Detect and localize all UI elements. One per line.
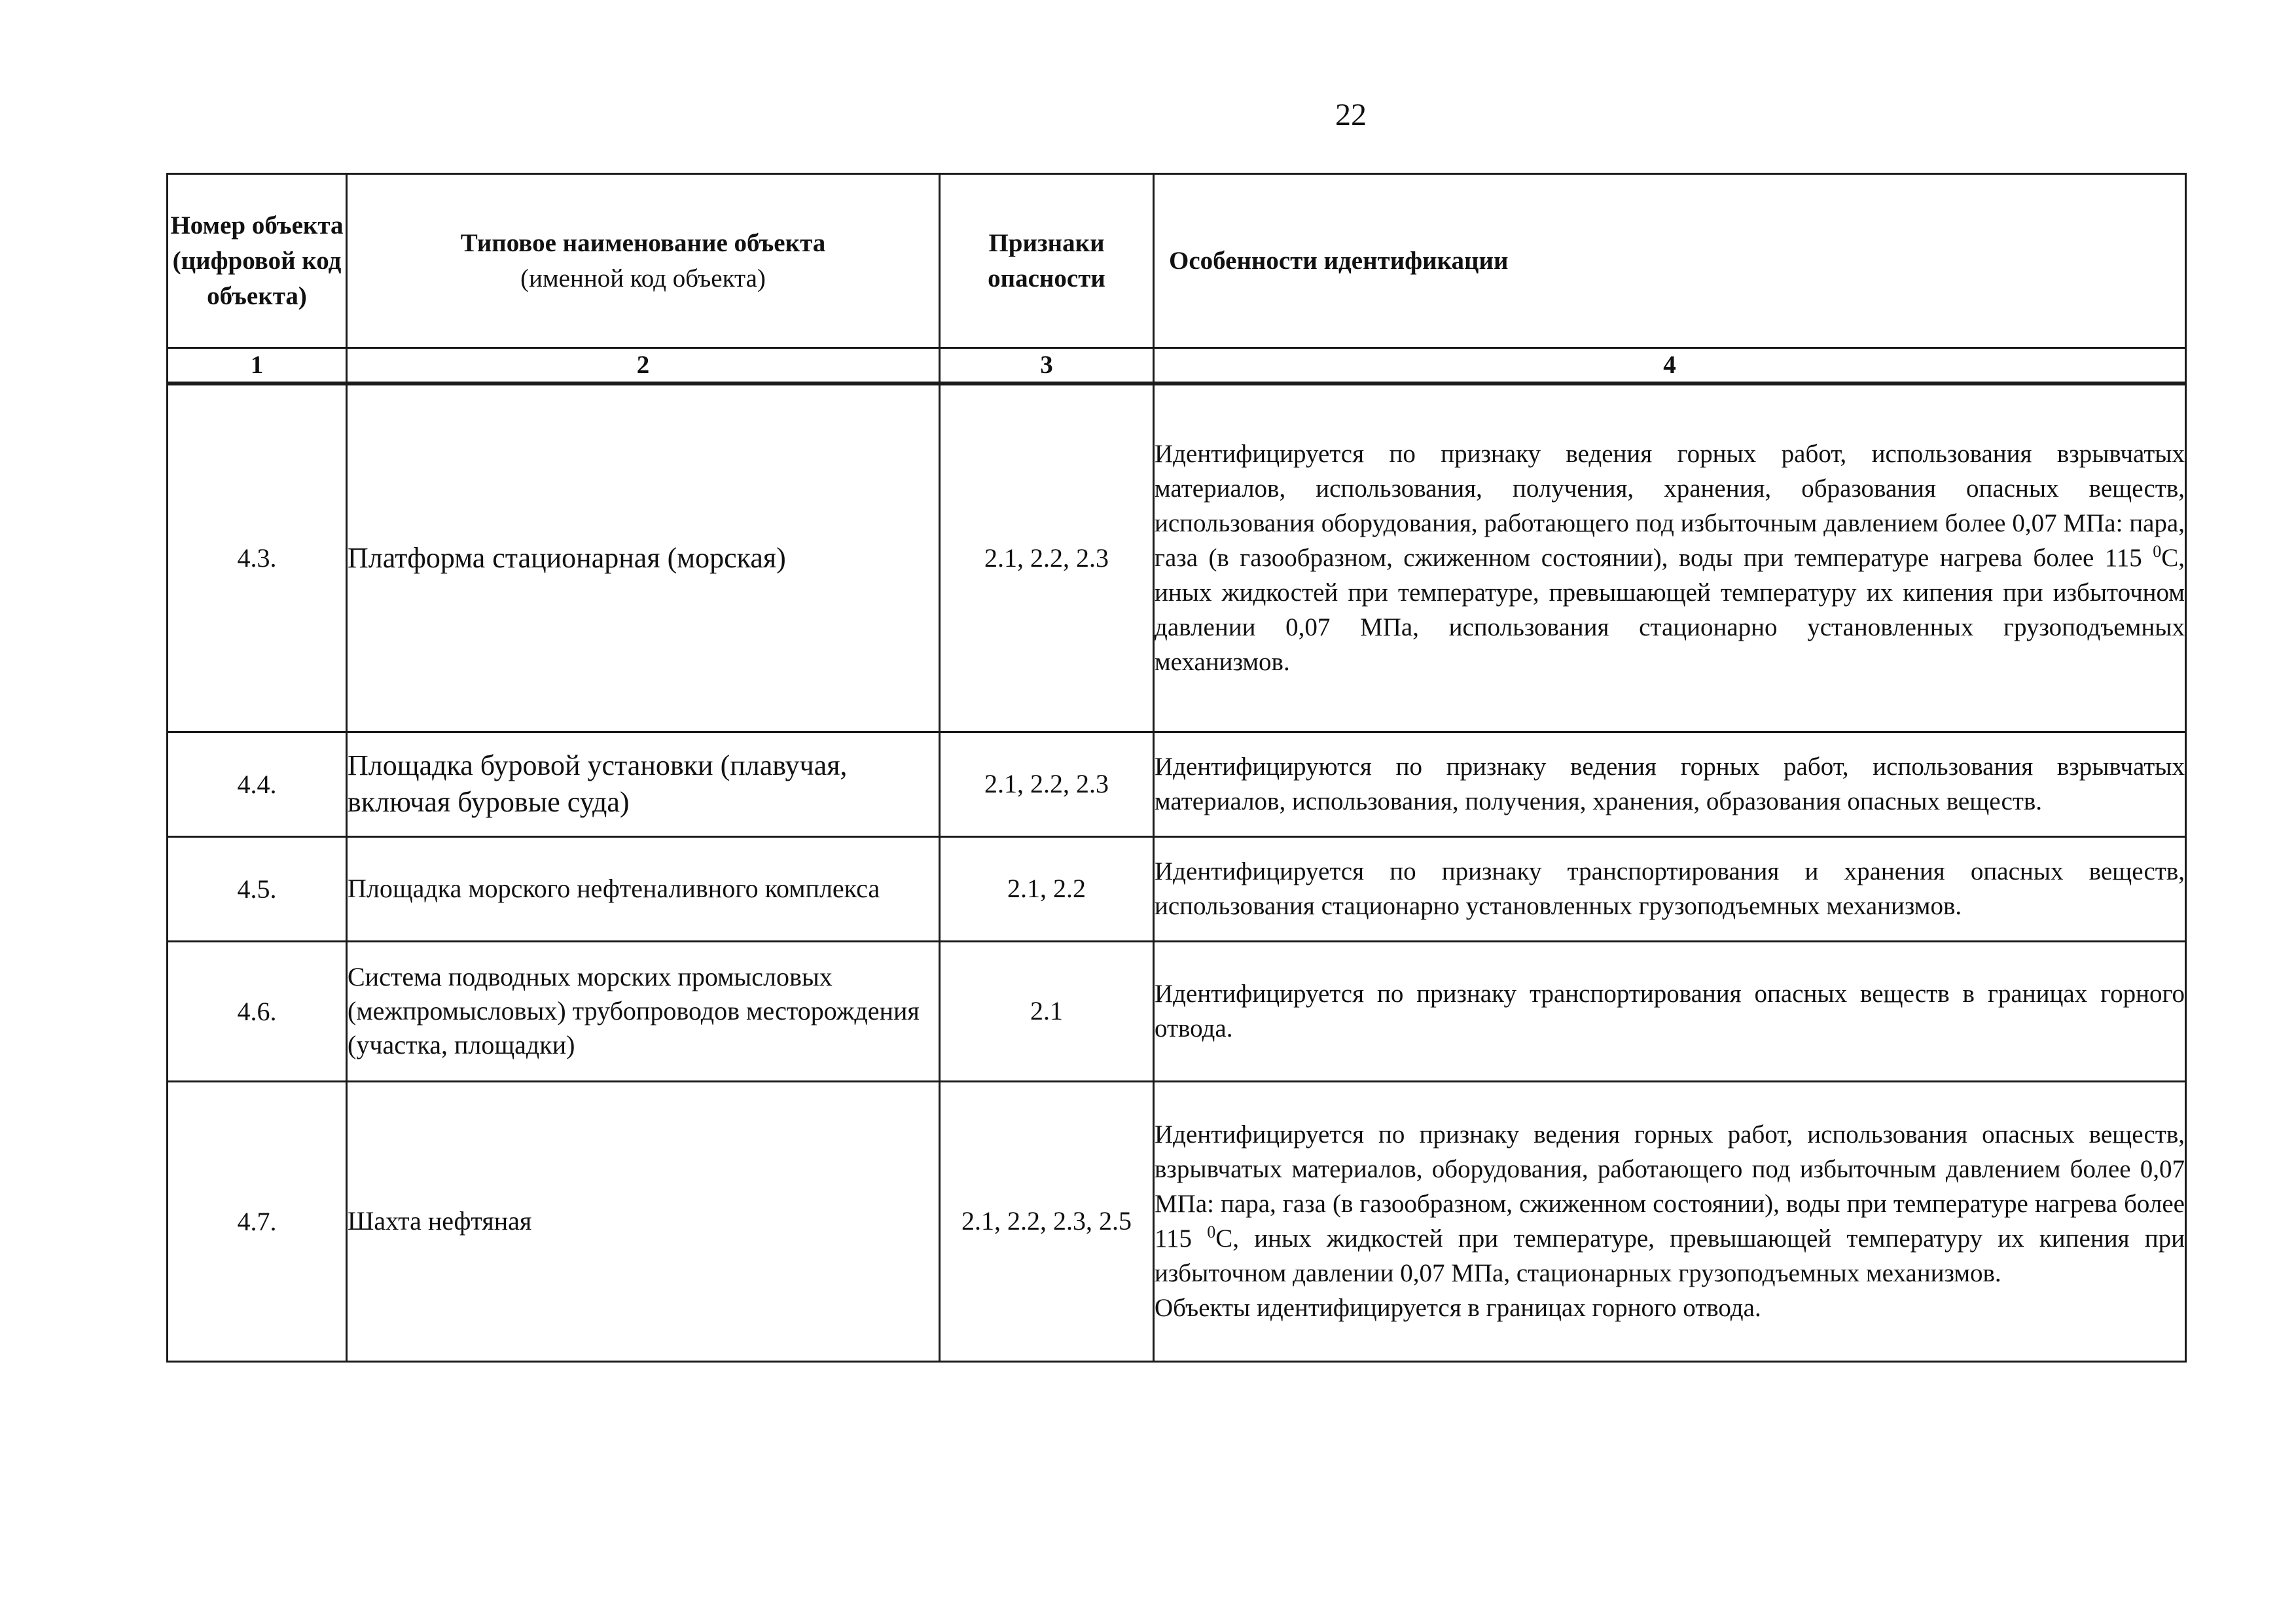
identification-features: Идентифицируется по признаку транспортирования и хранения опасных веществ, использования стационарно установленных грузоподъемных механизмов. [1154,836,2186,941]
hazard-signs: 2.1, 2.2 [940,836,1154,941]
object-name: Система подводных морских промысловых (межпромысловых) трубопроводов месторождения (участка, площадки) [347,941,940,1081]
identification-table [166,173,2187,1363]
table-row [168,1081,2186,1361]
object-number: 4.5. [168,836,347,941]
column-index: 3 [940,348,1154,384]
header-object-name-sub: (именной код объекта) [520,264,766,293]
hazard-signs: 2.1, 2.2, 2.3 [940,383,1154,732]
feature-paragraph [1155,1117,2185,1291]
object-number: 4.4. [168,732,347,836]
header-identification-features: Особенности идентификации [1154,174,2186,348]
degree-sup: 0 [2153,542,2162,562]
header-object-name-title: Типовое наименование объекта [460,228,826,257]
object-name: Площадка буровой установки (плавучая, включая буровые суда) [347,732,940,836]
hazard-signs: 2.1 [940,941,1154,1081]
table-row [168,941,2186,1081]
feature-note: Объекты идентифицируется в границах горного отвода. [1155,1294,1761,1322]
identification-features: Идентифицируется по признаку транспортирования опасных веществ в границах горного отвода. [1154,941,2186,1081]
page-number: 22 [1335,98,1367,132]
hazard-signs: 2.1, 2.2, 2.3, 2.5 [940,1081,1154,1361]
degree-sup: 0 [1207,1222,1216,1241]
header-hazard-signs: Признаки опасности [940,174,1154,348]
identification-features [1154,1081,2186,1361]
header-object-number: Номер объекта (цифровой код объекта) [168,174,347,348]
hazard-signs: 2.1, 2.2, 2.3 [940,732,1154,836]
table-header-row [168,174,2186,348]
feature-text: Идентифицируется по признаку ведения горных работ, использования взрывчатых материалов, использования, получения, хранения, образования опасных веществ, использования оборудования, работающего под избыточным давлением более 0,07 МПа: пара, газа (в газообразном, сжиженном состоянии), воды при температуре нагрева более 115 [1155,440,2185,573]
object-number: 4.6. [168,941,347,1081]
column-index-row [168,348,2186,384]
column-index: 2 [347,348,940,384]
feature-text-cont: С, иных жидкостей при температуре, превышающей температуру их кипения при избыточном давлении 0,07 МПа, использования стационарно установленных грузоподъемных механизмов. [1155,544,2185,677]
object-name: Шахта нефтяная [347,1081,940,1361]
table-row [168,732,2186,836]
column-index: 4 [1154,348,2186,384]
table-row [168,836,2186,941]
object-number: 4.7. [168,1081,347,1361]
identification-features [1154,383,2186,732]
feature-text-cont: С, иных жидкостей при температуре, превышающей температуру их кипения при избыточном давлении 0,07 МПа, стационарных грузоподъемных механизмов. [1155,1224,2185,1287]
column-index: 1 [168,348,347,384]
object-number: 4.3. [168,383,347,732]
header-object-name [347,174,940,348]
table-row [168,383,2186,732]
identification-features: Идентифицируются по признаку ведения горных работ, использования взрывчатых материалов, использования, получения, хранения, образования опасных веществ. [1154,732,2186,836]
object-name: Площадка морского нефтеналивного комплекса [347,836,940,941]
object-name: Платформа стационарная (морская) [347,383,940,732]
feature-text: Идентифицируется по признаку ведения горных работ, использования опасных веществ, взрывчатых материалов, оборудования, работающего под избыточным давлением более 0,07 МПа: пара, газа (в газообразном, сжиженном состоянии), воды при температуре нагрева более 115 [1155,1120,2185,1253]
